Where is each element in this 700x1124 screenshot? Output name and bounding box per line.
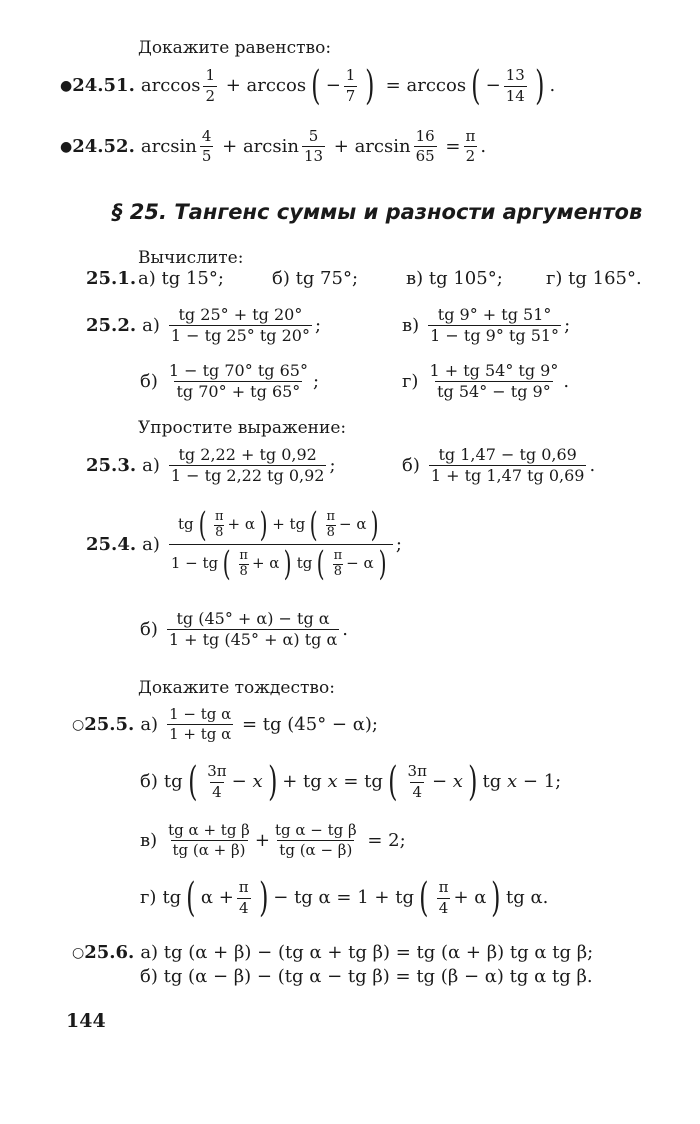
exercise-25-2-item-b: б) $\frac{1 - tg 70^\circ tg 65^\circ}{tg 70^\circ + tg 65^\circ}$ ; <box>140 361 320 402</box>
item-a: а) tg 15°; <box>138 268 224 289</box>
fraction-denominator: 1 + tg (45° + α) tg α <box>168 630 338 650</box>
exercise-25-5-item-d: г) tg ( α + $\frac{\pi}{4}$ ) − tg α = 1 + tg ( $\frac{\pi}{4}$ + α ) tg α. <box>140 875 549 921</box>
exercise-25-4-item-b: б) $\frac{\text{tg (45° + α) − tg α}}{\text{1 + tg (45° + α) tg α}}$ . <box>140 609 348 650</box>
fraction-numerator: 1 + tg 54° tg 9° <box>429 361 559 380</box>
fraction-numerator: tg (45° + α) − tg α <box>176 609 330 628</box>
item-d: г) tg 165°. <box>546 268 642 289</box>
exercise-number: 25.1. <box>86 268 137 289</box>
fraction-numerator: 1 − tg 70° tg 65° <box>168 361 308 380</box>
exercise-25-2-item-c: в) $\frac{tg 9^\circ + tg 51^\circ}{1 - tg 9^\circ tg 51^\circ}$ ; <box>402 305 571 346</box>
fraction-numerator: tg 9° + tg 51° <box>437 305 552 324</box>
item-a-text: а) tg (α + β) − (tg α + tg β) = tg (α + β) tg α tg β; <box>140 942 594 963</box>
instruction-calculate: Вычислите: <box>138 248 244 268</box>
exercise-25-6-item-a <box>72 944 593 962</box>
exercise-number: 24.51. <box>72 75 135 96</box>
exercise-25-1 <box>86 270 646 288</box>
fraction-numerator: tg 2,22 + tg 0,92 <box>178 445 317 464</box>
instruction-simplify: Упростите выражение: <box>138 418 347 438</box>
difficulty-marker: ● <box>60 138 73 155</box>
exercise-25-5-item-a: ○ 25.5. а) $\frac{\text{1 − tg α}}{\text{1 + tg α}}$ = tg (45° − α); <box>72 705 378 744</box>
exercise-25-3-item-a: 25.3. а) $\frac{tg 2,22 + tg 0,92}{1 - tg 2,22 tg 0,92}$ ; <box>86 445 336 486</box>
exercise-25-4-item-a: 25.4. а) tg ( $\frac{\pi}{8}$ + α ) + tg ( $\frac{\pi}{8}$ − α ) 1 − tg ( $\frac{\pi}{8}$ + α ) tg ( $\frac{\pi}{8}$ − α ) ; <box>86 505 402 584</box>
page-number: 144 <box>66 1010 106 1032</box>
item-b: б) tg 75°; <box>272 268 359 289</box>
exercise-number: 25.4. <box>86 533 137 555</box>
fraction-denominator: 1 − tg 25° tg 20° <box>170 326 310 346</box>
instruction-prove-equality: Докажите равенство: <box>138 38 332 58</box>
fraction-denominator: 1 + tg 1,47 tg 0,69 <box>430 466 585 486</box>
exercise-number: 25.5. <box>84 713 135 735</box>
exercise-25-2-item-d: г) $\frac{1 + tg 54^\circ tg 9^\circ}{tg 54^\circ - tg 9^\circ}$ . <box>402 361 570 402</box>
exercise-25-5-item-b: б) tg ( $\frac{3\pi}{4}$ − x ) + tg x = tg ( $\frac{3\pi}{4}$ − x ) tg x − 1; <box>140 759 562 805</box>
exercise-number: 25.2. <box>86 314 137 336</box>
fraction-denominator: tg 70° + tg 65° <box>176 382 301 402</box>
exercise-25-3-item-b: б) $\frac{tg 1,47 - tg 0,69}{1 + tg 1,47 tg 0,69}$ . <box>402 445 596 486</box>
section-title: § 25. Тангенс суммы и разности аргументов <box>112 200 643 224</box>
exercise-24-51: ● 24.51. arccos $\frac{1}{2}$ + arccos ( − $\frac{1}{7}$ ) = arccos ( − $\frac{13}{14}$ ) . <box>60 63 556 109</box>
difficulty-marker: ○ <box>72 945 85 961</box>
fraction-denominator: 1 − tg 9° tg 51° <box>430 326 560 346</box>
exercise-25-5-item-c: в) $\frac{\text{tg α + tg β}}{tg (\alpha + \beta)}$ + $\frac{\text{tg α − tg β}}{tg (\alpha - \beta)}$ = 2; <box>140 821 406 860</box>
exercise-number: 25.3. <box>86 454 137 476</box>
exercise-number: 24.52. <box>72 135 135 157</box>
fraction-denominator: tg 54° − tg 9° <box>437 382 551 402</box>
fraction-numerator: tg 25° + tg 20° <box>178 305 303 324</box>
item-b-text: б) tg (α − β) − (tg α − tg β) = tg (β − α) tg α tg β. <box>140 966 593 987</box>
difficulty-marker: ○ <box>72 716 85 733</box>
fraction-denominator: 1 − tg 2,22 tg 0,92 <box>170 466 325 486</box>
instruction-prove-identity: Докажите тождество: <box>138 678 335 698</box>
exercise-24-52: ● 24.52. arcsin $\frac{4}{5}$ + arcsin $\frac{5}{13}$ + arcsin $\frac{16}{65}$ = $\frac{\pi}{2}$ . <box>60 127 487 166</box>
item-c: в) tg 105°; <box>406 268 503 289</box>
exercise-25-6-item-b <box>140 968 593 986</box>
exercise-25-2-row-1: 25.2. а) $\frac{tg 25^\circ + tg 20^\circ}{1 - tg 25^\circ tg 20^\circ}$ ; <box>86 305 322 346</box>
exercise-number: 25.6. <box>84 942 135 963</box>
difficulty-marker: ● <box>60 78 73 94</box>
fraction-numerator: tg 1,47 − tg 0,69 <box>438 445 577 464</box>
